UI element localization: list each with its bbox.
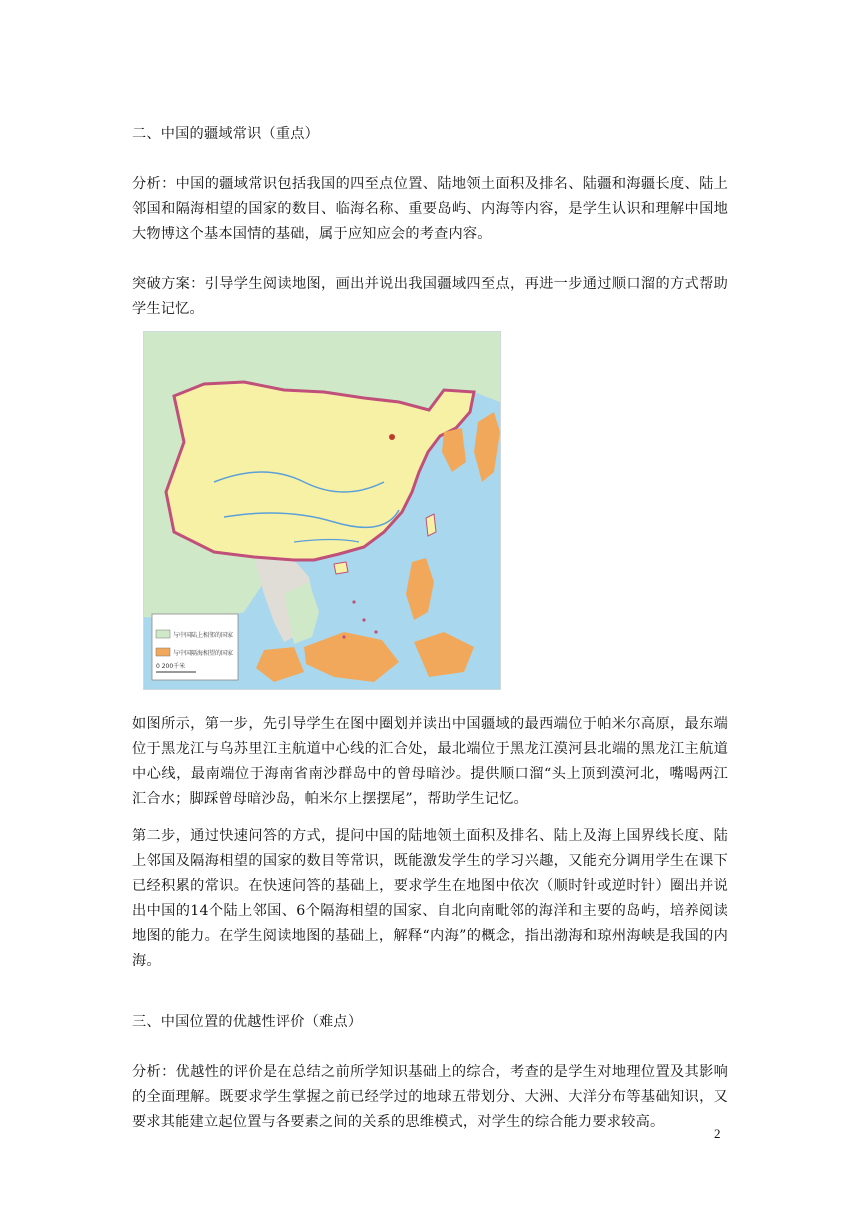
step1-paragraph: 如图所示，第一步，先引导学生在图中圈划并读出中国疆域的最西端位于帕米尔高原，最东端位于黑龙江与乌苏里江主航道中心线的汇合处，最北端位于黑龙江漠河县北端的黑龙江主航道中心线，最南端位于海南省南沙群岛中的曾母暗沙。提供顺口溜“头上顶到漠河北，嘴喝两江汇合水；脚踩曾母暗沙岛，帕米尔上摆摆尾”，帮助学生记忆。 (132, 716, 728, 807)
legend-label-land: 与中国陆上相邻的国家 (173, 632, 234, 639)
map-legend-box (152, 614, 238, 680)
map-scale: 0 200千米 (156, 663, 186, 670)
page-number: 2 (714, 1126, 721, 1141)
section-heading-2: 二、中国的疆域常识（重点） (132, 126, 320, 142)
legend-label-sea: 与中国隔海相望的国家 (173, 650, 234, 657)
plan-paragraph-2: 突破方案：引导学生阅读地图，画出并说出我国疆域四至点，再进一步通过顺口溜的方式帮助学生记忆。 (132, 276, 728, 317)
hainan (334, 562, 348, 574)
taiwan (426, 514, 436, 536)
china-territory-map (143, 331, 501, 690)
section-heading-3: 三、中国位置的优越性评价（难点） (132, 1014, 363, 1030)
analysis-paragraph-2: 分析：中国的疆域常识包括我国的四至点位置、陆地领土面积及排名、陆疆和海疆长度、陆上邻国和隔海相望的国家的数目、临海名称、重要岛屿、内海等内容，是学生认识和理解中国地大物博这个基本国情的基础，属于应知应会的考查内容。 (132, 176, 728, 242)
analysis-paragraph-3: 分析：优越性的评价是在总结之前所学知识基础上的综合，考查的是学生对地理位置及其影响的全面理解。既要求学生掌握之前已经学过的地球五带划分、大洲、大洋分布等基础知识，又要求其能建立起位置与各要素之间的关系的思维模式，对学生的综合能力要求较高。 (132, 1064, 728, 1130)
step2-paragraph: 第二步，通过快速问答的方式，提问中国的陆地领土面积及排名、陆上及海上国界线长度、陆上邻国及隔海相望的国家的数目等常识，既能激发学生的学习兴趣，又能充分调用学生在课下已经积累的常识。在快速问答的基础上，要求学生在地图中依次（顺时针或逆时针）圈出并说出中国的14个陆上邻国、6个隔海相望的国家、自北向南毗邻的海洋和主要的岛屿，培养阅读地图的能力。在学生阅读地图的基础上，解释“内海”的概念，指出渤海和琼州海峡是我国的内海。 (132, 828, 728, 969)
beijing-marker (389, 434, 395, 440)
